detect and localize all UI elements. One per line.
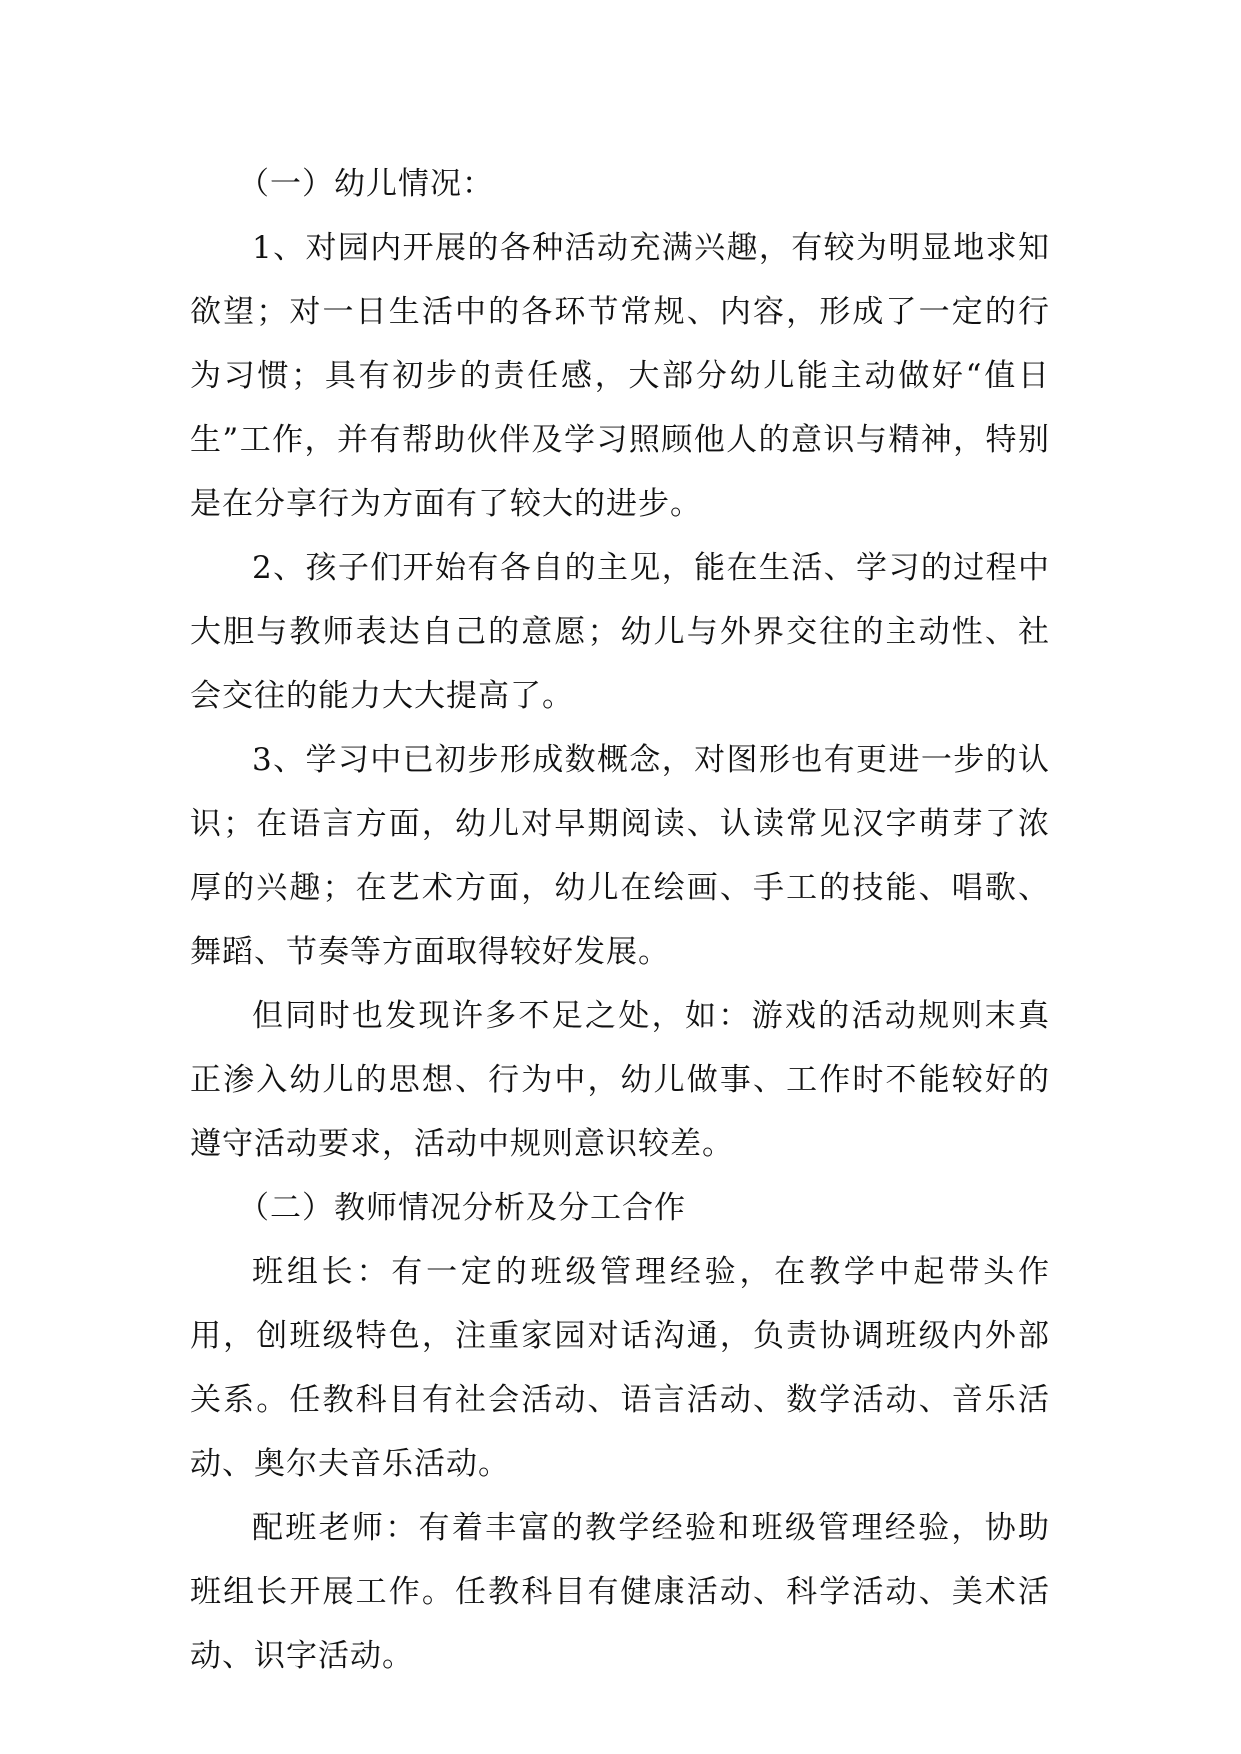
section-heading-children: （一）幼儿情况： [238, 166, 494, 202]
paragraph-children-learning: 3、学习中已初步形成数概念，对图形也有更进一步的认识；在语言方面，幼儿对早期阅读、认读常见汉字萌芽了浓厚的兴趣；在艺术方面，幼儿在绘画、手工的技能、唱歌、舞蹈、节奏等方面取得较好发展。 [190, 742, 1050, 970]
section-heading-teachers: （二）教师情况分析及分工合作 [238, 1190, 686, 1226]
paragraph-team-leader: 班组长：有一定的班级管理经验，在教学中起带头作用，创班级特色，注重家园对话沟通，负责协调班级内外部关系。任教科目有社会活动、语言活动、数学活动、音乐活动、奥尔夫音乐活动。 [190, 1254, 1050, 1482]
paragraph-assistant-teacher: 配班老师：有着丰富的教学经验和班级管理经验，协助班组长开展工作。任教科目有健康活动、科学活动、美术活动、识字活动。 [190, 1510, 1050, 1674]
paragraph-children-shortcomings: 但同时也发现许多不足之处，如：游戏的活动规则末真正渗入幼儿的思想、行为中，幼儿做事、工作时不能较好的遵守活动要求，活动中规则意识较差。 [190, 998, 1050, 1162]
paragraph-children-habits: 1、对园内开展的各种活动充满兴趣，有较为明显地求知欲望；对一日生活中的各环节常规、内容，形成了一定的行为习惯；具有初步的责任感，大部分幼儿能主动做好“值日生”工作，并有帮助伙伴及学习照顾他人的意识与精神，特别是在分享行为方面有了较大的进步。 [190, 230, 1050, 522]
paragraph-children-expression: 2、孩子们开始有各自的主见，能在生活、学习的过程中大胆与教师表达自己的意愿；幼儿与外界交往的主动性、社会交往的能力大大提高了。 [190, 550, 1050, 714]
document-body [190, 152, 1050, 1688]
